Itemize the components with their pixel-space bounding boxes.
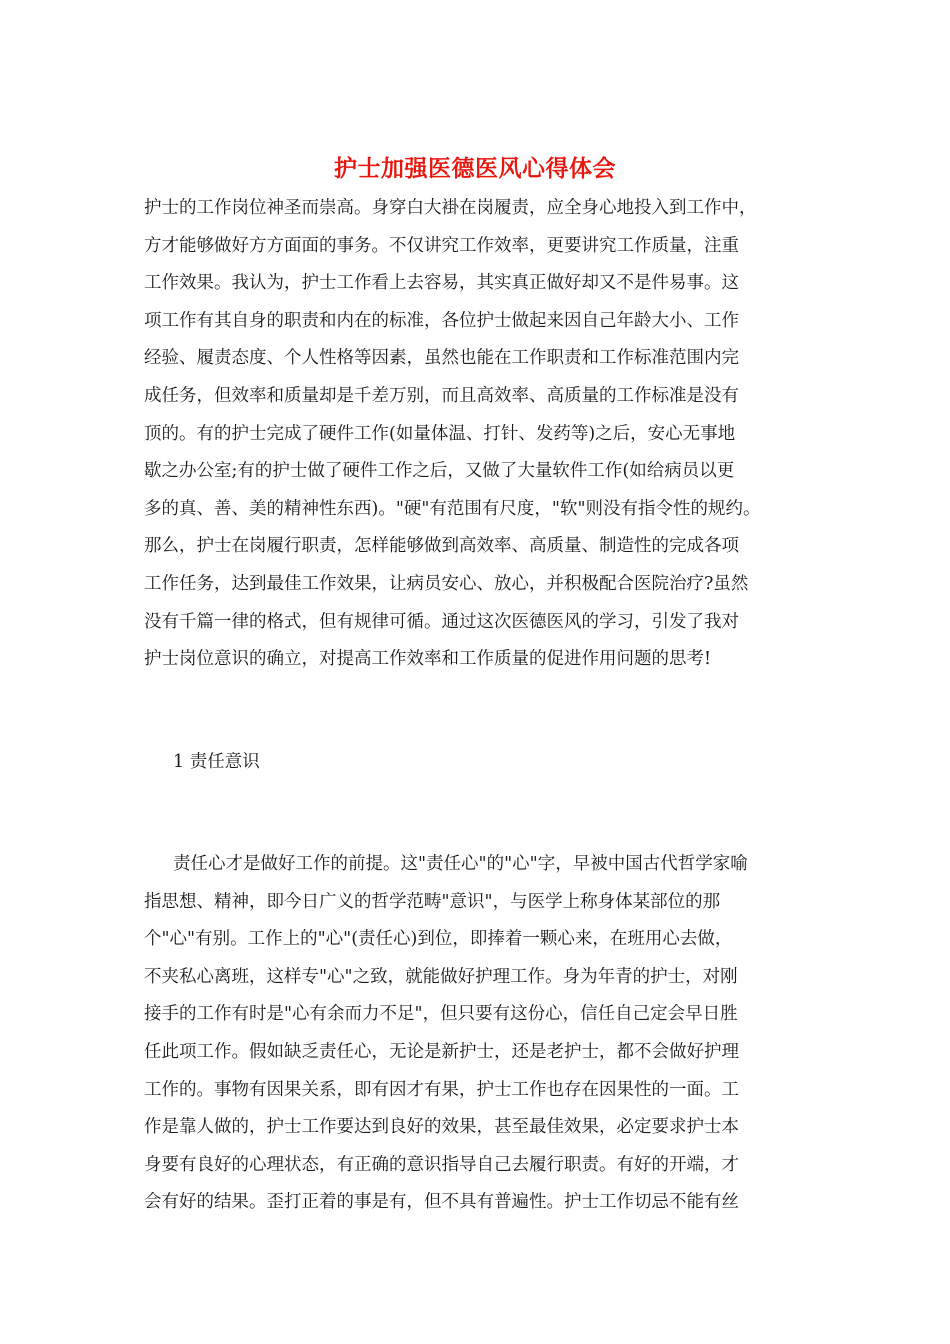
- paragraph-line: 任此项工作。假如缺乏责任心，无论是新护士，还是老护士，都不会做好护理: [144, 1041, 739, 1062]
- paragraph-line: 成任务，但效率和质量却是千差万别，而且高效率、高质量的工作标准是没有: [144, 385, 739, 406]
- intro-paragraph: [144, 190, 824, 679]
- paragraph-line: 歇之办公室;有的护士做了硬件工作之后，又做了大量软件工作(如给病员以更: [144, 461, 735, 482]
- section-paragraph: [144, 846, 824, 1222]
- paragraph-line: 经验、履责态度、个人性格等因素，虽然也能在工作职责和工作标准范围内完: [144, 348, 739, 369]
- paragraph-line: 项工作有其自身的职责和内在的标准，各位护士做起来因自己年龄大小、工作: [144, 310, 739, 331]
- paragraph-line: 那么，护士在岗履行职责，怎样能够做到高效率、高质量、制造性的完成各项: [144, 536, 739, 557]
- paragraph-line: 工作的。事物有因果关系，即有因才有果，护士工作也存在因果性的一面。工: [144, 1079, 739, 1100]
- document-title: 护士加强医德医风心得体会: [334, 155, 616, 182]
- paragraph-line: 责任心才是做好工作的前提。这"责任心"的"心"字，早被中国古代哲学家喻: [173, 854, 748, 874]
- paragraph-line: 工作任务，达到最佳工作效果，让病员安心、放心，并积极配合医院治疗?虽然: [144, 573, 749, 594]
- section-heading: 1 责任意识: [173, 752, 260, 772]
- paragraph-line: 护士的工作岗位神圣而崇高。身穿白大褂在岗履责，应全身心地投入到工作中，: [144, 198, 757, 218]
- paragraph-line: 接手的工作有时是"心有余而力不足"，但只要有这份心，信任自己定会早日胜: [144, 1004, 738, 1025]
- paragraph-line: 方才能够做好方方面面的事务。不仅讲究工作效率，更要讲究工作质量，注重: [144, 235, 739, 256]
- paragraph-line: 作是靠人做的，护士工作要达到良好的效果，甚至最佳效果，必定要求护士本: [144, 1117, 739, 1138]
- paragraph-line: 会有好的结果。歪打正着的事是有，但不具有普遍性。护士工作切忌不能有丝: [144, 1192, 739, 1213]
- paragraph-line: 指思想、精神，即今日广义的哲学范畴"意识"，与医学上称身体某部位的那: [144, 891, 721, 912]
- paragraph-line: 身要有良好的心理状态，有正确的意识指导自己去履行职责。有好的开端，才: [144, 1154, 739, 1175]
- paragraph-line: 顶的。有的护士完成了硬件工作(如量体温、打针、发药等)之后，安心无事地: [144, 423, 736, 444]
- paragraph-line: 多的真、善、美的精神性东西)。"硬"有范围有尺度，"软"则没有指令性的规约。: [144, 498, 761, 519]
- paragraph-line: 工作效果。我认为，护士工作看上去容易，其实真正做好却又不是件易事。这: [144, 273, 739, 294]
- paragraph-line: 不夹私心离班，这样专"心"之致，就能做好护理工作。身为年青的护士，对刚: [144, 966, 738, 987]
- paragraph-line: 护士岗位意识的确立，对提高工作效率和工作质量的促进作用问题的思考!: [144, 649, 712, 670]
- paragraph-line: 个"心"有别。工作上的"心"(责任心)到位，即捧着一颗心来，在班用心去做，: [144, 929, 733, 950]
- paragraph-line: 没有千篇一律的格式，但有规律可循。通过这次医德医风的学习，引发了我对: [144, 611, 739, 632]
